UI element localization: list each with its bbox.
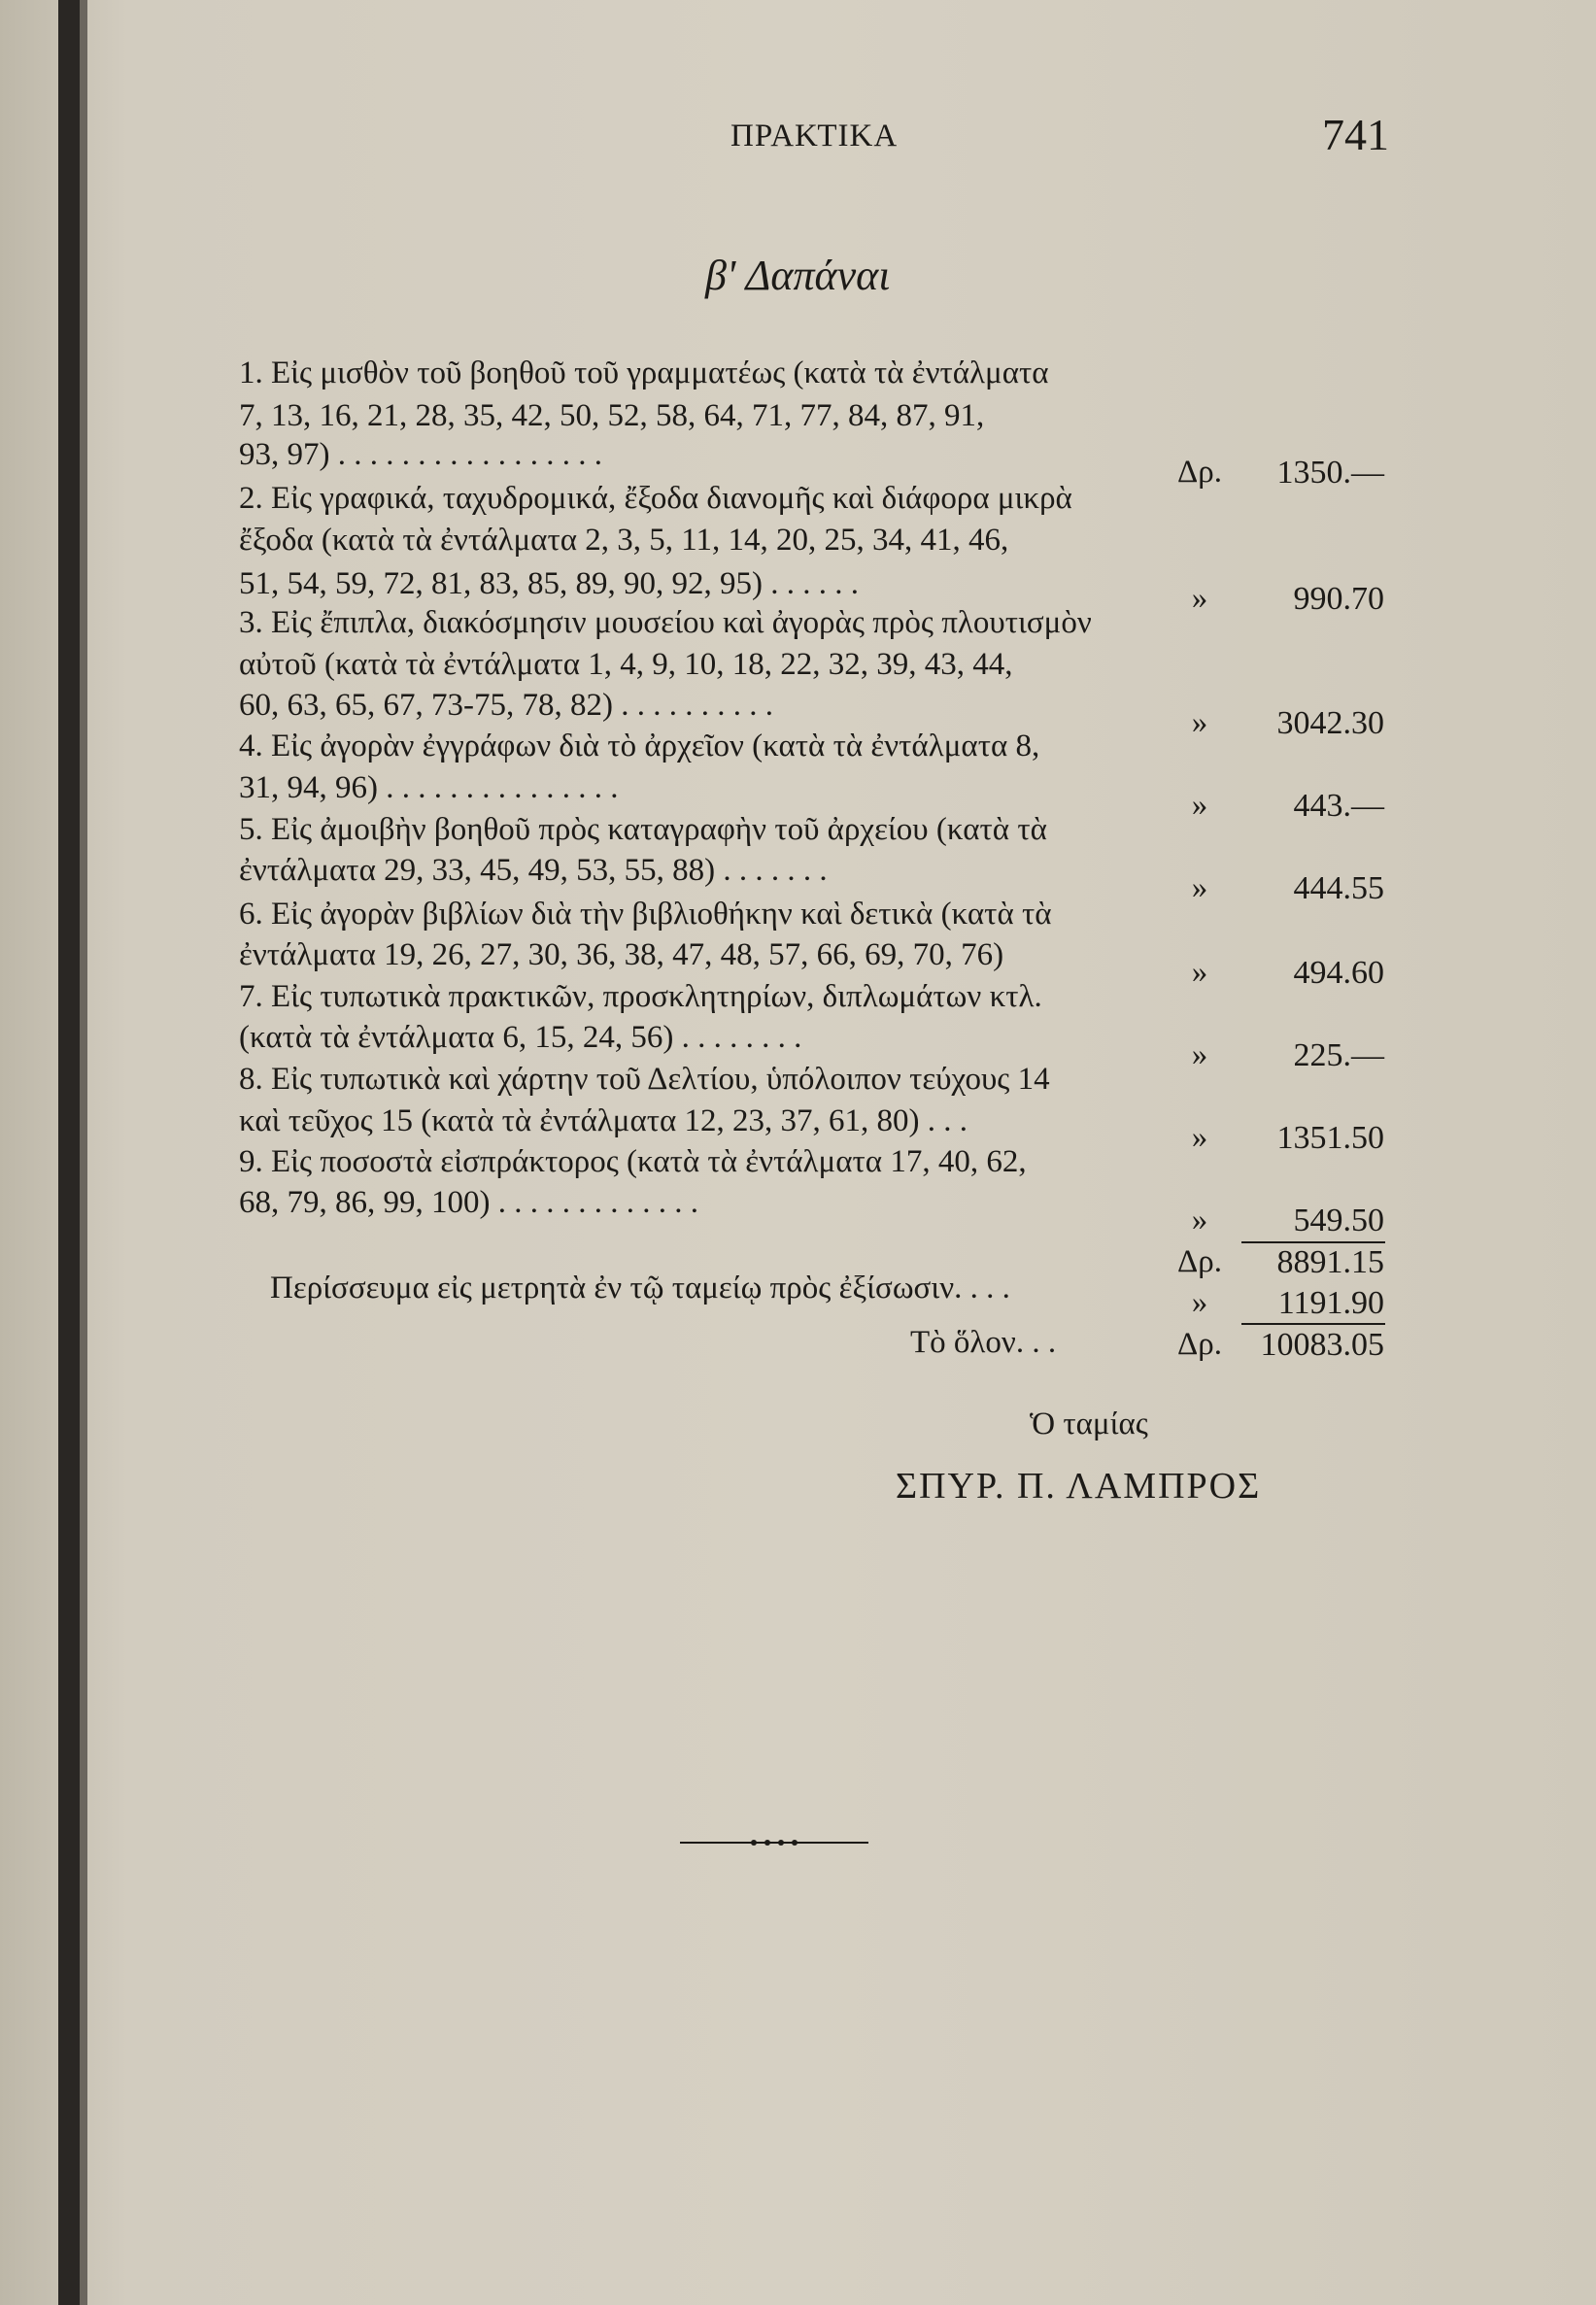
text-line: 9. Εἰς ποσοστὰ εἰσπράκτορος (κατὰ τὰ ἐντάλματα 17, 40, 62, bbox=[239, 1144, 1027, 1179]
running-header: ΠΡΑΚΤΙΚΑ bbox=[730, 119, 899, 153]
text-line: 1. Εἰς μισθὸν τοῦ βοηθοῦ τοῦ γραμματέως (κατὰ τὰ ἐντάλματα bbox=[239, 356, 1049, 390]
total-label: Τὸ ὅλον. . . bbox=[910, 1325, 1057, 1360]
currency-marker: Δρ. bbox=[1177, 1244, 1222, 1279]
amount-value: 494.60 bbox=[1293, 955, 1384, 991]
amount-value: 1350.— bbox=[1276, 455, 1384, 491]
ditto-marker: » bbox=[1191, 955, 1208, 990]
surplus-value: 1191.90 bbox=[1277, 1285, 1384, 1321]
signature-name: ΣΠΥΡ. Π. ΛΑΜΠΡΟΣ bbox=[896, 1466, 1262, 1507]
text-line: 93, 97) . . . . . . . . . . . . . . . . . bbox=[239, 437, 602, 472]
sum-rule bbox=[1241, 1241, 1385, 1243]
signature-role: Ὁ ταμίας bbox=[1030, 1407, 1148, 1441]
text-line: καὶ τεῦχος 15 (κατὰ τὰ ἐντάλματα 12, 23, 37, 61, 80) . . . bbox=[239, 1103, 968, 1138]
amount-value: 225.— bbox=[1293, 1037, 1384, 1073]
ditto-marker: » bbox=[1191, 705, 1208, 740]
text-line: 4. Εἰς ἀγορὰν ἐγγράφων διὰ τὸ ἀρχεῖον (κατὰ τὰ ἐντάλματα 8, bbox=[239, 729, 1040, 763]
sum-rule bbox=[1241, 1323, 1385, 1325]
amount-value: 549.50 bbox=[1293, 1203, 1384, 1238]
text-line: 60, 63, 65, 67, 73-75, 78, 82) . . . . . . . . . . bbox=[239, 688, 773, 723]
text-line: 51, 54, 59, 72, 81, 83, 85, 89, 90, 92, 95) . . . . . . bbox=[239, 566, 859, 601]
currency-marker: Δρ. bbox=[1177, 455, 1222, 490]
text-line: ἐντάλματα 19, 26, 27, 30, 36, 38, 47, 48, 57, 66, 69, 70, 76) bbox=[239, 937, 1004, 972]
text-line: 31, 94, 96) . . . . . . . . . . . . . . . bbox=[239, 770, 619, 805]
ditto-marker: » bbox=[1191, 870, 1208, 905]
amount-value: 3042.30 bbox=[1276, 705, 1384, 741]
amount-value: 1351.50 bbox=[1276, 1120, 1384, 1156]
text-line: 7, 13, 16, 21, 28, 35, 42, 50, 52, 58, 64, 71, 77, 84, 87, 91, bbox=[239, 398, 985, 433]
total-value: 10083.05 bbox=[1260, 1327, 1384, 1363]
amount-value: 444.55 bbox=[1293, 870, 1384, 906]
ditto-marker: » bbox=[1191, 1120, 1208, 1155]
page-number: 741 bbox=[1322, 110, 1389, 159]
text-line: 3. Εἰς ἔπιπλα, διακόσμησιν μουσείου καὶ ἀγορὰς πρὸς πλουτισμὸν bbox=[239, 605, 1092, 640]
ditto-marker: » bbox=[1191, 788, 1208, 823]
text-line: 7. Εἰς τυπωτικὰ πρακτικῶν, προσκλητηρίων, διπλωμάτων κτλ. bbox=[239, 979, 1042, 1014]
text-line: ἐντάλματα 29, 33, 45, 49, 53, 55, 88) . . . . . . . bbox=[239, 853, 828, 888]
ditto-marker: » bbox=[1191, 1285, 1208, 1320]
text-line: 6. Εἰς ἀγορὰν βιβλίων διὰ τὴν βιβλιοθήκην καὶ δετικὰ (κατὰ τὰ bbox=[239, 897, 1052, 932]
amount-value: 443.— bbox=[1293, 788, 1384, 824]
currency-marker: Δρ. bbox=[1177, 1327, 1222, 1362]
ditto-marker: » bbox=[1191, 581, 1208, 616]
text-line: 68, 79, 86, 99, 100) . . . . . . . . . . . . . bbox=[239, 1185, 698, 1220]
text-line: (κατὰ τὰ ἐντάλματα 6, 15, 24, 56) . . . . . . . . bbox=[239, 1020, 802, 1055]
amount-value: 990.70 bbox=[1293, 581, 1384, 617]
text-line: ἔξοδα (κατὰ τὰ ἐντάλματα 2, 3, 5, 11, 14, 20, 25, 34, 41, 46, bbox=[239, 523, 1009, 558]
section-heading: β' Δαπάναι bbox=[705, 252, 891, 299]
surplus-label: Περίσσευμα εἰς μετρητὰ ἐν τῷ ταμείῳ πρὸς ἐξίσωσιν. . . . bbox=[270, 1271, 1010, 1305]
book-spine bbox=[58, 0, 80, 2305]
book-spine-shadow bbox=[80, 0, 87, 2305]
subtotal-value: 8891.15 bbox=[1276, 1244, 1384, 1280]
ditto-marker: » bbox=[1191, 1203, 1208, 1237]
end-ornament bbox=[680, 1834, 868, 1851]
text-line: αὐτοῦ (κατὰ τὰ ἐντάλματα 1, 4, 9, 10, 18, 22, 32, 39, 43, 44, bbox=[239, 647, 1013, 682]
ditto-marker: » bbox=[1191, 1037, 1208, 1072]
text-line: 2. Εἰς γραφικά, ταχυδρομικά, ἔξοδα διανομῆς καὶ διάφορα μικρὰ bbox=[239, 481, 1072, 516]
text-line: 8. Εἰς τυπωτικὰ καὶ χάρτην τοῦ Δελτίου, ὑπόλοιπον τεύχους 14 bbox=[239, 1062, 1050, 1097]
text-line: 5. Εἰς ἀμοιβὴν βοηθοῦ πρὸς καταγραφὴν τοῦ ἀρχείου (κατὰ τὰ bbox=[239, 812, 1047, 847]
